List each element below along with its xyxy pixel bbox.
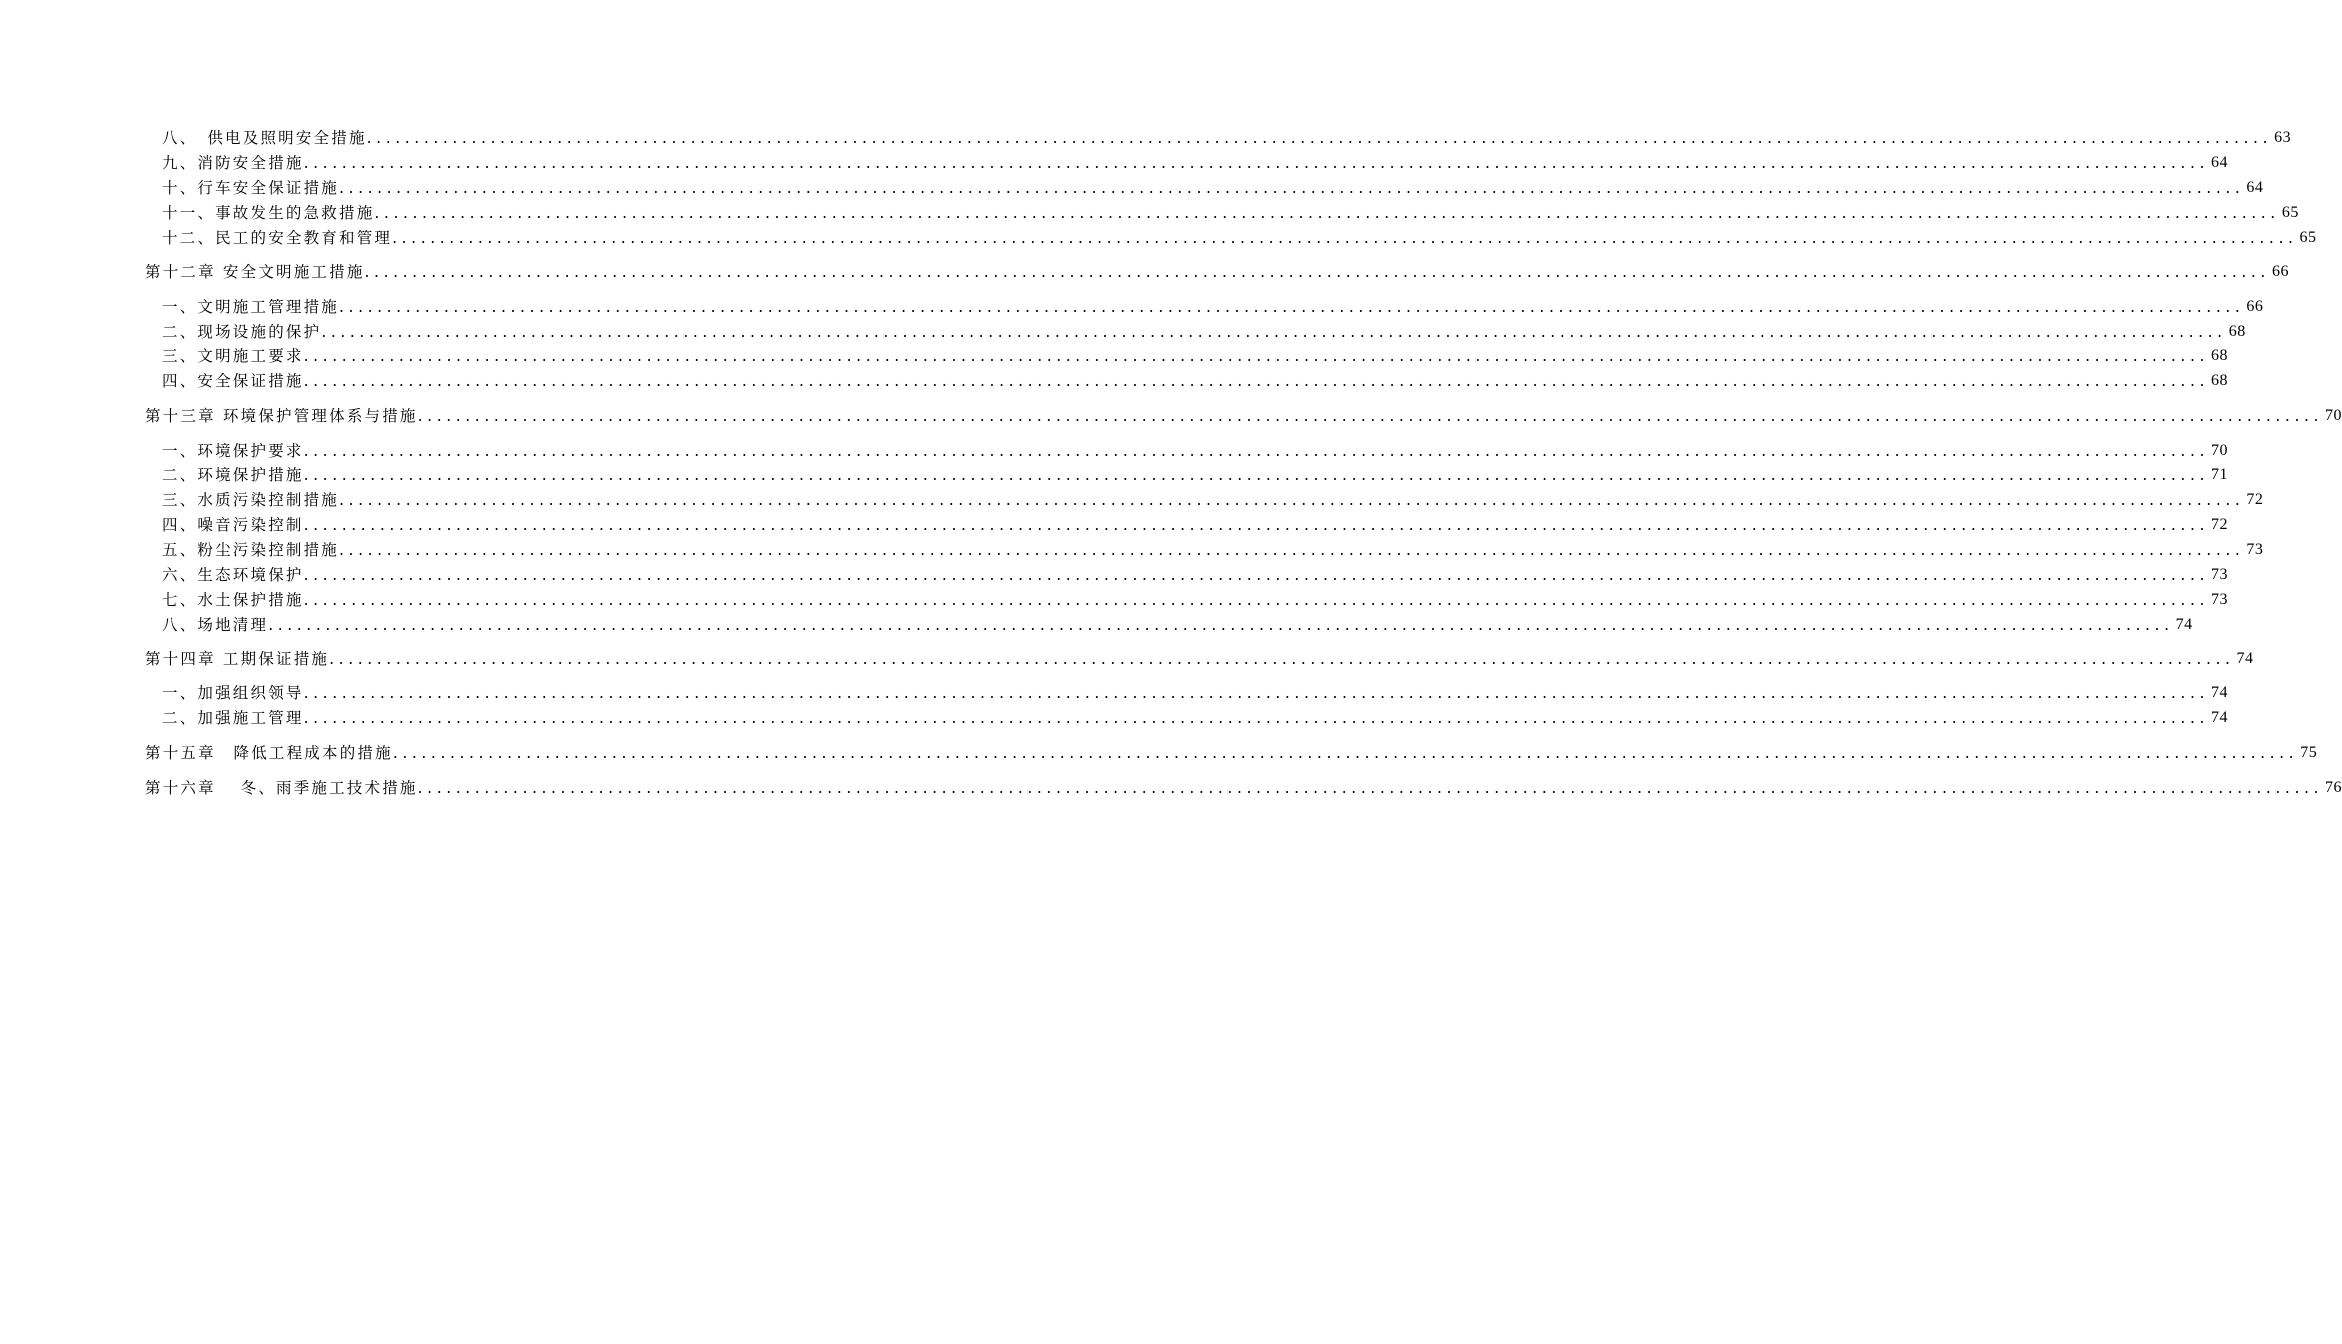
toc-dot-leader: ........................................................................................................................................................................................................ (303, 372, 2210, 390)
toc-entry-title: 六、生态环境保护 (162, 566, 304, 584)
toc-entry-title: 二、环境保护措施 (162, 466, 304, 484)
toc-section-entry[interactable] (162, 682, 2229, 704)
toc-section-entry[interactable] (162, 489, 2264, 511)
toc-chapter-entry[interactable] (145, 405, 2342, 427)
toc-page-number: 70 (2325, 407, 2342, 424)
toc-chapter-entry[interactable] (145, 261, 2289, 283)
toc-entry-title: 五、粉尘污染控制措施 (162, 541, 340, 559)
toc-dot-leader: ........................................................................................................................................................................................................ (303, 709, 2210, 727)
toc-entry-title: 第十五章 降低工程成本的措施 (145, 744, 393, 762)
toc-page-number: 68 (2211, 347, 2229, 364)
toc-page-number: 70 (2211, 442, 2229, 459)
toc-section-entry[interactable] (162, 177, 2264, 199)
toc-dot-leader: ........................................................................................................................................................................................................ (417, 407, 2324, 425)
toc-section-entry[interactable] (162, 345, 2229, 367)
toc-entry-title: 三、文明施工要求 (162, 347, 304, 365)
toc-page-number: 68 (2211, 372, 2229, 389)
toc-dot-leader: ........................................................................................................................................................................................................ (303, 347, 2210, 365)
toc-section-entry[interactable] (162, 589, 2229, 611)
toc-page-number: 74 (2211, 684, 2229, 701)
toc-page-number: 66 (2271, 263, 2289, 280)
toc-dot-leader: ........................................................................................................................................................................................................ (364, 263, 2270, 281)
toc-page-number: 71 (2211, 466, 2229, 483)
toc-dot-leader: ........................................................................................................................................................................................................ (392, 744, 2299, 762)
toc-section-entry[interactable] (162, 440, 2229, 462)
toc-entry-title: 七、水土保护措施 (162, 591, 304, 609)
toc-entry-title: 八、 供电及照明安全措施 (162, 129, 367, 147)
toc-section-entry[interactable] (162, 296, 2264, 318)
toc-section-entry[interactable] (162, 321, 2246, 343)
toc-page-number: 74 (2236, 650, 2254, 667)
toc-page-number: 68 (2228, 323, 2246, 340)
toc-page-number: 66 (2246, 298, 2264, 315)
toc-dot-leader: ........................................................................................................................................................................................................ (303, 591, 2210, 609)
toc-entry-title: 一、文明施工管理措施 (162, 298, 340, 316)
toc-dot-leader: ........................................................................................................................................................................................................ (329, 650, 2235, 668)
toc-page-number: 72 (2246, 491, 2264, 508)
toc-entry-title: 一、环境保护要求 (162, 442, 304, 460)
toc-dot-leader: ........................................................................................................................................................................................................ (366, 129, 2273, 147)
toc-entry-title: 二、加强施工管理 (162, 709, 304, 727)
toc-page-number: 73 (2246, 541, 2264, 558)
toc-chapter-entry[interactable] (145, 777, 2342, 799)
toc-dot-leader: ........................................................................................................................................................................................................ (392, 229, 2298, 247)
toc-page-number: 63 (2274, 129, 2292, 146)
toc-dot-leader: ........................................................................................................................................................................................................ (303, 442, 2210, 460)
toc-section-entry[interactable] (162, 614, 2193, 636)
toc-page-number: 72 (2211, 516, 2229, 533)
toc-entry-title: 第十四章 工期保证措施 (145, 650, 330, 668)
toc-page-number: 65 (2281, 204, 2299, 221)
toc-entry-title: 第十六章 冬、雨季施工技术措施 (145, 779, 418, 797)
toc-dot-leader: ........................................................................................................................................................................................................ (303, 566, 2210, 584)
toc-dot-leader: ........................................................................................................................................................................................................ (303, 466, 2210, 484)
toc-page-number: 74 (2175, 616, 2193, 633)
toc-page-number: 65 (2299, 229, 2317, 246)
toc-section-entry[interactable] (162, 227, 2317, 249)
toc-entry-title: 四、安全保证措施 (162, 372, 304, 390)
toc-section-entry[interactable] (162, 202, 2299, 224)
toc-chapter-entry[interactable] (145, 648, 2254, 670)
toc-dot-leader: ........................................................................................................................................................................................................ (268, 616, 2174, 634)
toc-page-number: 73 (2211, 591, 2229, 608)
toc-section-entry[interactable] (162, 564, 2229, 586)
toc-dot-leader: ........................................................................................................................................................................................................ (374, 204, 2280, 222)
toc-dot-leader: ........................................................................................................................................................................................................ (417, 779, 2324, 797)
toc-section-entry[interactable] (162, 127, 2292, 149)
toc-dot-leader: ........................................................................................................................................................................................................ (339, 491, 2245, 509)
toc-dot-leader: ........................................................................................................................................................................................................ (339, 298, 2245, 316)
toc-page-number: 73 (2211, 566, 2229, 583)
toc-dot-leader: ........................................................................................................................................................................................................ (303, 516, 2210, 534)
toc-section-entry[interactable] (162, 707, 2229, 729)
toc-entry-title: 九、消防安全措施 (162, 154, 304, 172)
toc-page-number: 76 (2325, 779, 2342, 796)
toc-dot-leader: ........................................................................................................................................................................................................ (339, 179, 2245, 197)
toc-entry-title: 十、行车安全保证措施 (162, 179, 340, 197)
toc-section-entry[interactable] (162, 464, 2229, 486)
toc-section-entry[interactable] (162, 370, 2229, 392)
toc-section-entry[interactable] (162, 539, 2264, 561)
toc-chapter-entry[interactable] (145, 742, 2318, 764)
toc-entry-title: 第十二章 安全文明施工措施 (145, 263, 365, 281)
toc-entry-title: 十一、事故发生的急救措施 (162, 204, 375, 222)
toc-entry-title: 四、噪音污染控制 (162, 516, 304, 534)
toc-section-entry[interactable] (162, 514, 2229, 536)
toc-dot-leader: ........................................................................................................................................................................................................ (339, 541, 2245, 559)
toc-entry-title: 三、水质污染控制措施 (162, 491, 340, 509)
toc-dot-leader: ........................................................................................................................................................................................................ (303, 154, 2210, 172)
toc-dot-leader: ........................................................................................................................................................................................................ (321, 323, 2227, 341)
toc-entry-title: 二、现场设施的保护 (162, 323, 322, 341)
toc-entry-title: 第十三章 环境保护管理体系与措施 (145, 407, 418, 425)
toc-page-number: 75 (2300, 744, 2318, 761)
toc-page-number: 74 (2211, 709, 2229, 726)
toc-page-number: 64 (2246, 179, 2264, 196)
toc-page-number: 64 (2211, 154, 2229, 171)
toc-entry-title: 十二、民工的安全教育和管理 (162, 229, 393, 247)
toc-section-entry[interactable] (162, 152, 2229, 174)
toc-entry-title: 一、加强组织领导 (162, 684, 304, 702)
toc-entry-title: 八、场地清理 (162, 616, 269, 634)
toc-dot-leader: ........................................................................................................................................................................................................ (303, 684, 2210, 702)
